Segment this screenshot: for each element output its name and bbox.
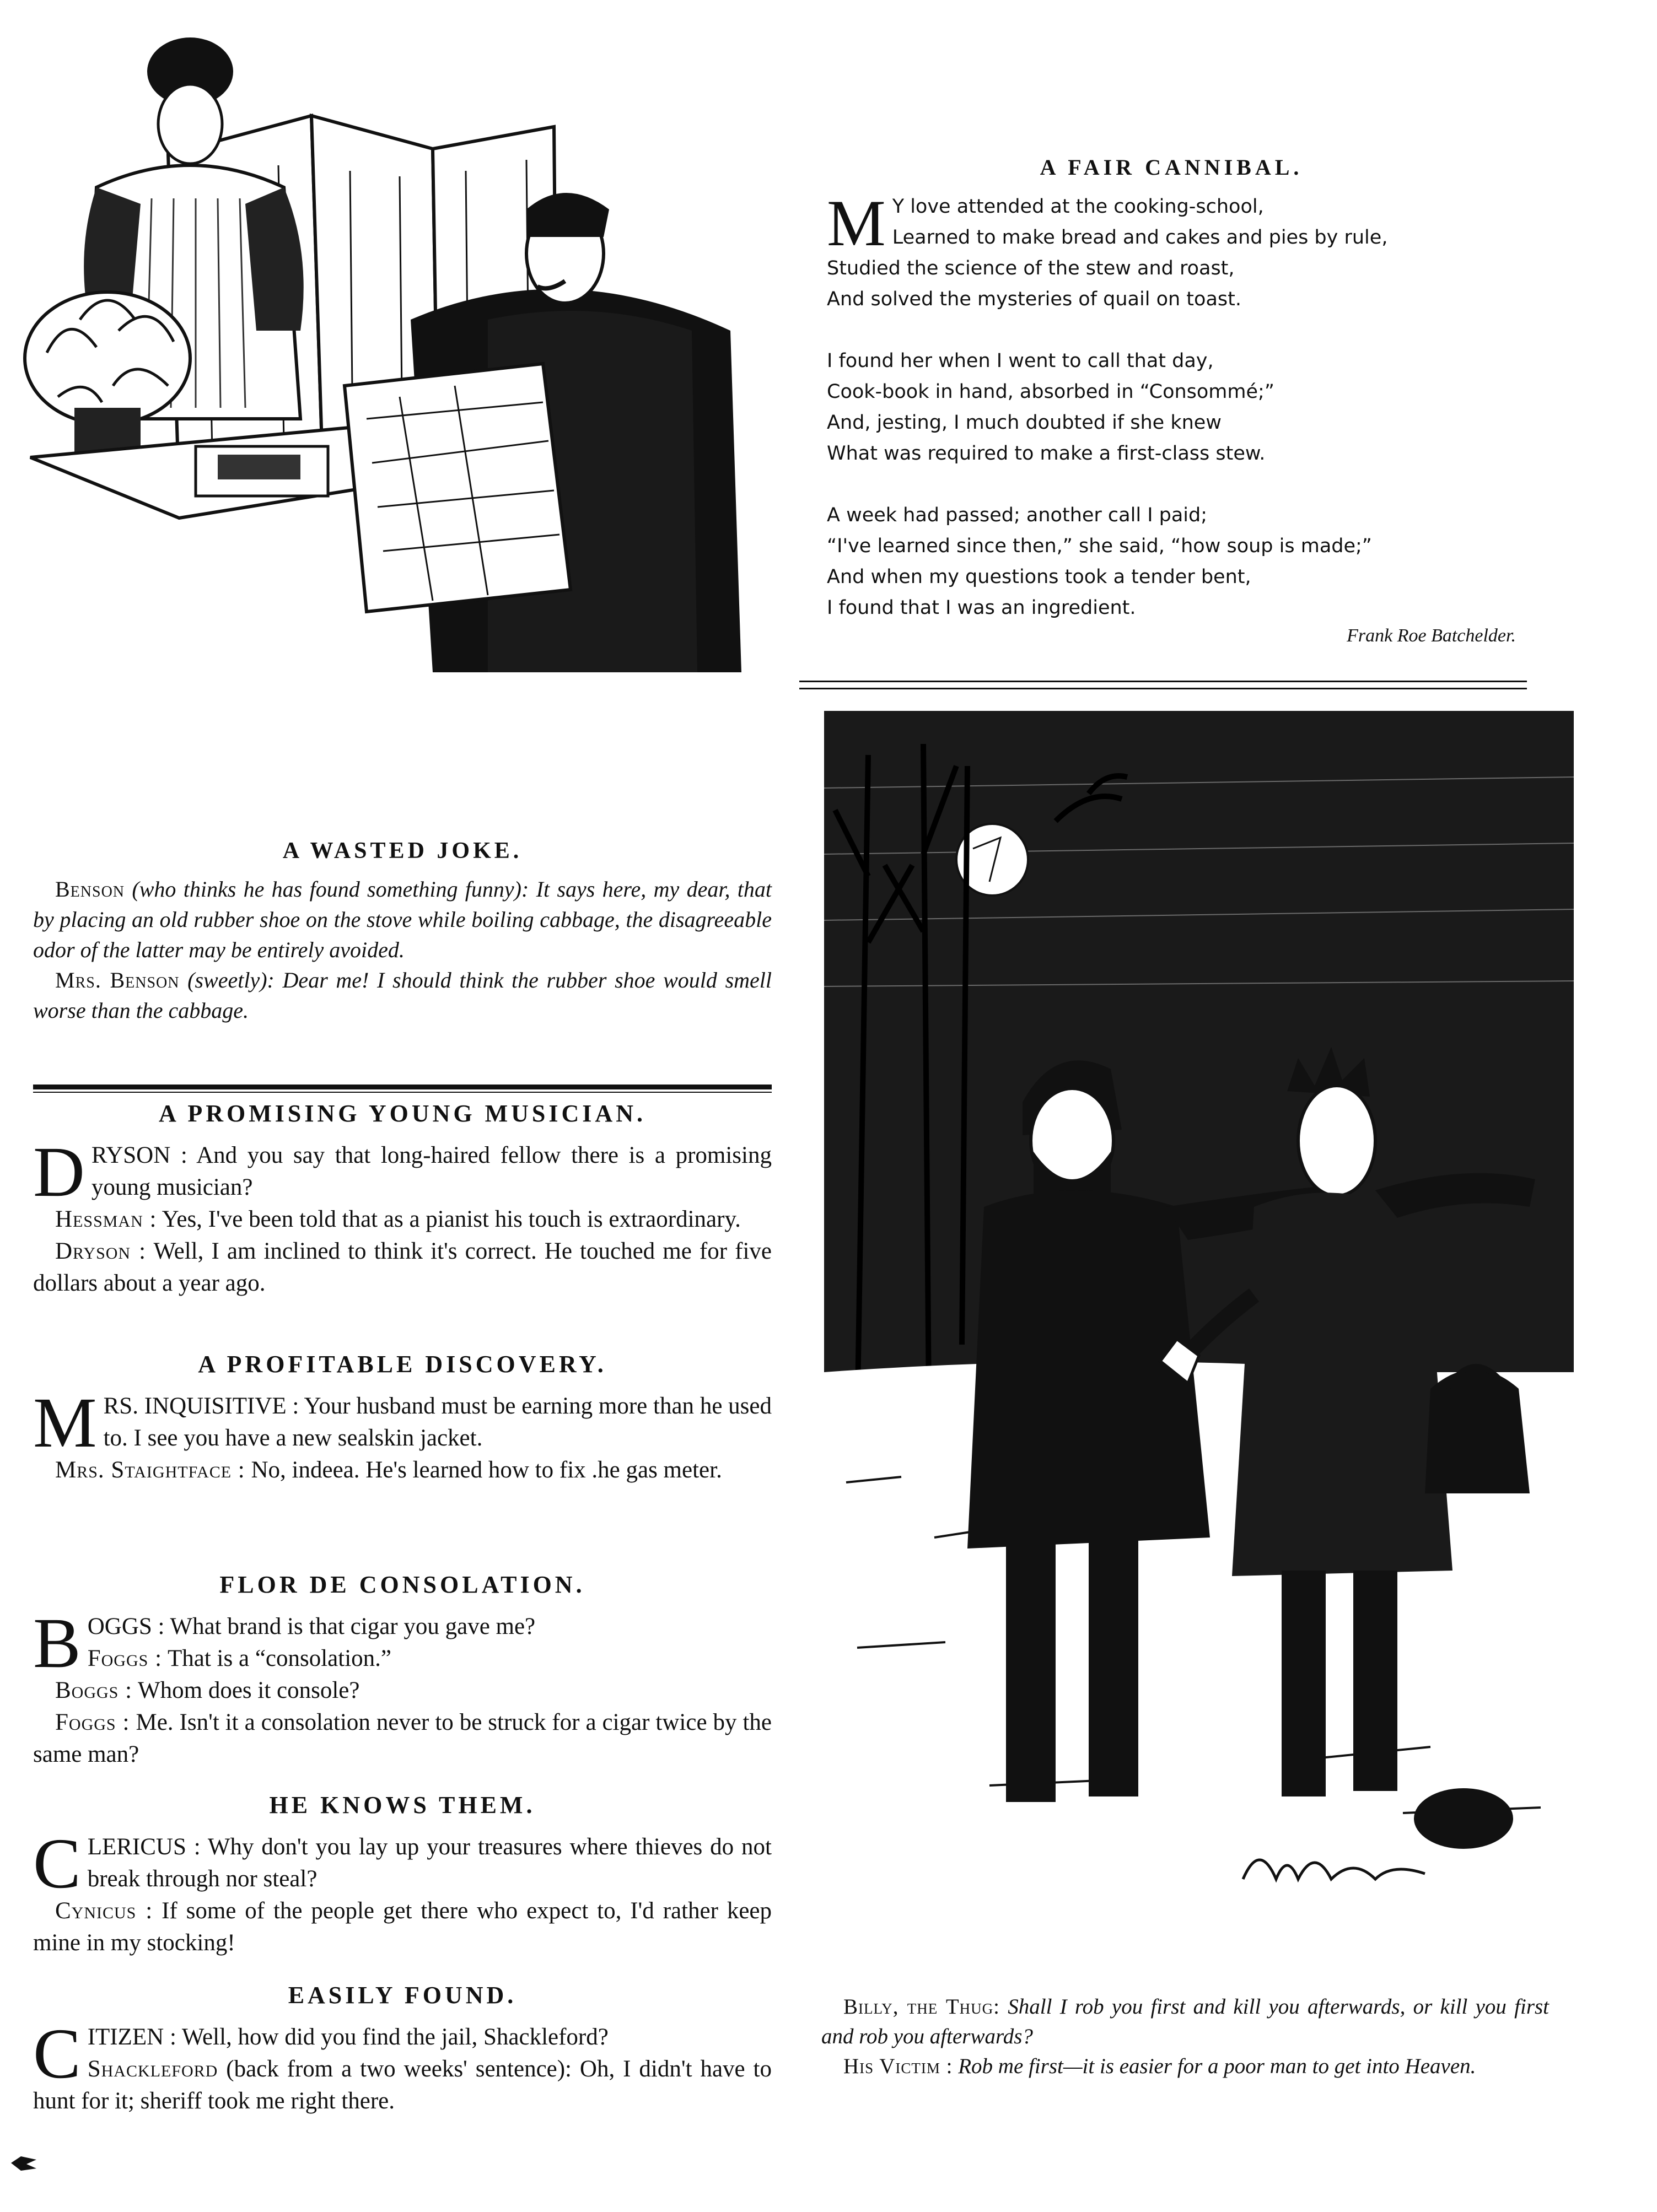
dialogue: Shall I rob you first and kill you afterwards, or kill you first and rob you afterwards? <box>821 1995 1550 2048</box>
wasted-joke-line-2 <box>33 965 772 1026</box>
easily-section <box>33 1981 772 2117</box>
knows-title: HE KNOWS THEM. <box>269 1792 536 1819</box>
drop-cap: M <box>827 186 886 260</box>
night-sky <box>824 711 1574 1372</box>
flor-line-4 <box>33 1707 772 1771</box>
section-divider-left <box>33 1075 772 1103</box>
dialogue: Your husband must be earning more than he used to. I see you have a new sealskin jacket. <box>103 1393 772 1451</box>
dialogue: Dear me! I should think the rubber shoe would smell worse than the cabbage. <box>33 968 772 1023</box>
drop-cap: D <box>33 1132 85 1212</box>
section-divider-right <box>799 681 1527 695</box>
flor-line-3 <box>33 1675 772 1707</box>
speaker: Mrs. Benson <box>55 968 180 992</box>
speaker: Billy, the Thug: <box>843 1995 1000 2019</box>
speaker: RYSON : <box>91 1142 187 1168</box>
easily-title: EASILY FOUND. <box>288 1982 517 2009</box>
discovery-title: A PROFITABLE DISCOVERY. <box>198 1351 607 1378</box>
thug-illustration <box>824 711 1574 1923</box>
dialogue: Why don't you lay up your treasures where thieves do not break through nor steal? <box>87 1834 772 1892</box>
stage-direction: (who thinks he has found something funny): <box>132 877 529 902</box>
poem-line: A week had passed; another call I paid; <box>827 504 1208 526</box>
poem-line: And, jesting, I much doubted if she knew <box>827 412 1222 434</box>
musician-line-2 <box>33 1204 772 1236</box>
poem-line: “I've learned since then,” she said, “how soup is made;” <box>827 535 1372 557</box>
thug-caption-section <box>821 1992 1549 2081</box>
musician-title: A PROMISING YOUNG MUSICIAN. <box>159 1100 646 1127</box>
speaker: Benson <box>55 877 125 902</box>
dialogue: It says here, my dear, that by placing an old rubber shoe on the stove while boiling cabbage, the disagreeable odor of the latter may be entirely avoided. <box>33 877 772 962</box>
dialogue: That is a “consolation.” <box>168 1645 391 1671</box>
speaker: His Victim : <box>843 2054 953 2078</box>
drop-cap: M <box>33 1383 97 1463</box>
poem-line: What was required to make a first-class stew. <box>827 443 1266 465</box>
poem-stanza-1 <box>827 186 1516 315</box>
flor-title: FLOR DE CONSOLATION. <box>219 1571 585 1598</box>
musician-line-1 <box>33 1132 772 1212</box>
speaker: Cynicus : <box>55 1898 153 1924</box>
poem-line: Cook-book in hand, absorbed in “Consommé;” <box>827 381 1274 403</box>
speaker: Foggs : <box>55 1709 130 1735</box>
dialogue: Me. Isn't it a consolation never to be struck for a cigar twice by the same man? <box>33 1709 772 1767</box>
poem-stanza-3 <box>827 500 1516 623</box>
fallen-hat <box>1414 1788 1513 1849</box>
speaker: Hessman : <box>55 1206 157 1232</box>
dialogue: Well, how did you find the jail, Shackleford? <box>181 2024 609 2050</box>
poem-line: Y love attended at the cooking-school, <box>892 196 1264 218</box>
speaker: Mrs. Staightface : <box>55 1457 245 1483</box>
speaker: Shackleford <box>87 2056 218 2082</box>
discovery-line-2 <box>33 1454 772 1486</box>
poem-author: Frank Roe Batchelder. <box>1347 625 1516 646</box>
wasted-joke-title: A WASTED JOKE. <box>282 838 523 864</box>
stage-direction: (sweetly): <box>187 968 275 992</box>
speaker: Foggs : <box>87 1645 163 1671</box>
flor-line-2 <box>33 1643 772 1675</box>
drop-cap: C <box>33 1824 81 1903</box>
knows-line-1 <box>33 1824 772 1903</box>
drop-cap: C <box>33 2014 81 2094</box>
wasted-joke-illustration <box>14 22 763 694</box>
musician-section <box>33 1099 772 1299</box>
poem-section <box>827 154 1516 646</box>
speaker: LERICUS : <box>87 1834 201 1860</box>
dialogue: Well, I am inclined to think it's correct. He touched me for five dollars about a year ago. <box>33 1238 772 1296</box>
speaker: ITIZEN : <box>87 2024 176 2050</box>
poem-line: I found her when I went to call that day, <box>827 350 1214 372</box>
drop-cap: B <box>33 1604 81 1683</box>
speaker: Dryson : <box>55 1238 147 1264</box>
dialogue: (back from a two weeks' sentence): Oh, I didn't have to hunt for it; sheriff took me right there. <box>33 2056 772 2114</box>
carpet-bag <box>1425 1367 1530 1493</box>
discovery-line-1 <box>33 1383 772 1463</box>
easily-line-2 <box>33 2053 772 2117</box>
poem-line: Studied the science of the stew and roast, <box>827 257 1235 279</box>
wasted-joke-section <box>33 838 772 1026</box>
poem-line: And solved the mysteries of quail on toast. <box>827 288 1241 310</box>
dialogue: Yes, I've been told that as a pianist his touch is extraordinary. <box>162 1206 741 1232</box>
flor-section <box>33 1571 772 1771</box>
dialogue: And you say that long-haired fellow there is a promising young musician? <box>91 1142 772 1200</box>
wasted-joke-line-1 <box>33 874 772 965</box>
dialogue: Whom does it console? <box>138 1677 360 1703</box>
knows-section <box>33 1791 772 1959</box>
dialogue: What brand is that cigar you gave me? <box>170 1614 536 1639</box>
musician-line-3 <box>33 1236 772 1299</box>
knows-line-2 <box>33 1895 772 1959</box>
printers-hand-icon <box>10 2152 37 2174</box>
discovery-section <box>33 1350 772 1486</box>
thug-line-1 <box>821 1992 1549 2052</box>
poem-line: Learned to make bread and cakes and pies by rule, <box>892 226 1388 249</box>
dialogue: If some of the people get there who expect to, I'd rather keep mine in my stocking! <box>33 1898 772 1956</box>
poem-stanza-2 <box>827 346 1516 469</box>
poem-line: And when my questions took a tender bent, <box>827 566 1251 588</box>
dialogue: No, indeea. He's learned how to fix .he gas meter. <box>251 1457 722 1483</box>
dialogue: Rob me first—it is easier for a poor man to get into Heaven. <box>958 2054 1476 2078</box>
speaker: RS. INQUISITIVE : <box>103 1393 299 1419</box>
speaker: Boggs : <box>55 1677 133 1703</box>
poem-title: A FAIR CANNIBAL. <box>1040 155 1303 180</box>
thug-line-2 <box>821 2052 1549 2081</box>
potted-plant <box>25 292 190 468</box>
speaker: OGGS : <box>87 1614 165 1639</box>
poem-line: I found that I was an ingredient. <box>827 597 1136 619</box>
